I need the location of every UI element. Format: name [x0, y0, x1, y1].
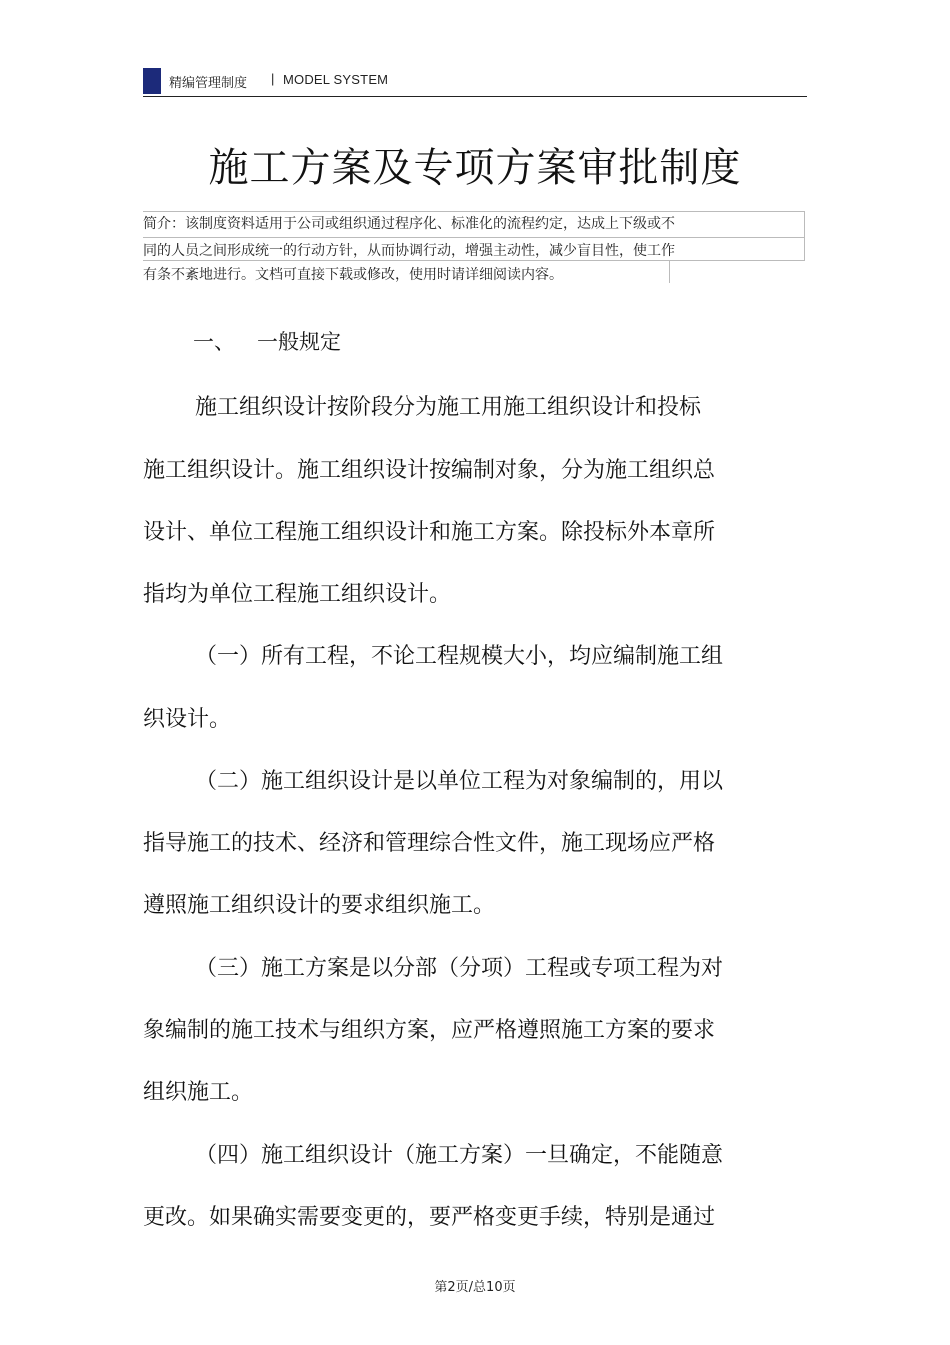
body-line: 施工组织设计按阶段分为施工用施工组织设计和投标: [195, 395, 702, 420]
body-line: （二）施工组织设计是以单位工程为对象编制的，用以: [195, 769, 724, 794]
body-line: 织设计。: [143, 707, 232, 732]
header-separator: |: [271, 71, 275, 86]
body-line: 设计、单位工程施工组织设计和施工方案。除投标外本章所: [143, 520, 716, 545]
summary-rule-right: [804, 211, 805, 261]
header-brand: 精编管理制度: [169, 76, 248, 91]
summary-rule-tail: [669, 261, 670, 283]
section-heading: [193, 326, 341, 356]
section-title: 一般规定: [257, 330, 341, 354]
body-line: 组织施工。: [143, 1080, 254, 1105]
body-line: （三）施工方案是以分部（分项）工程或专项工程为对: [195, 956, 724, 981]
summary-rule-lower: [143, 260, 805, 261]
section-number: 一、: [193, 330, 235, 354]
document-title: 施工方案及专项方案审批制度: [208, 145, 742, 191]
body-line: （一）所有工程，不论工程规模大小，均应编制施工组: [195, 644, 724, 669]
header-system-label: MODEL SYSTEM: [283, 72, 389, 87]
body-line: （四）施工组织设计（施工方案）一旦确定，不能随意: [195, 1143, 724, 1168]
page-footer: 第2页/总10页: [434, 1280, 516, 1295]
body-line: 指导施工的技术、经济和管理综合性文件，施工现场应严格: [143, 831, 716, 856]
body-line: 象编制的施工技术与组织方案，应严格遵照施工方案的要求: [143, 1018, 716, 1043]
body-line: 施工组织设计。施工组织设计按编制对象，分为施工组织总: [143, 458, 716, 483]
summary-line: 同的人员之间形成统一的行动方针，从而协调行动，增强主动性，减少盲目性，使工作: [143, 243, 675, 259]
body-line: 更改。如果确实需要变更的，要严格变更手续，特别是通过: [143, 1205, 716, 1230]
summary-rule-mid: [143, 237, 805, 238]
body-line: 遵照施工组织设计的要求组织施工。: [143, 893, 496, 918]
summary-rule-top: [143, 211, 805, 212]
page-header: [143, 66, 807, 97]
body-line: 指均为单位工程施工组织设计。: [143, 582, 452, 607]
summary-line: 有条不紊地进行。文档可直接下载或修改，使用时请详细阅读内容。: [143, 267, 563, 283]
summary-line: 简介：该制度资料适用于公司或组织通过程序化、标准化的流程约定，达成上下级或不: [143, 216, 675, 232]
brand-logo: [143, 68, 161, 94]
